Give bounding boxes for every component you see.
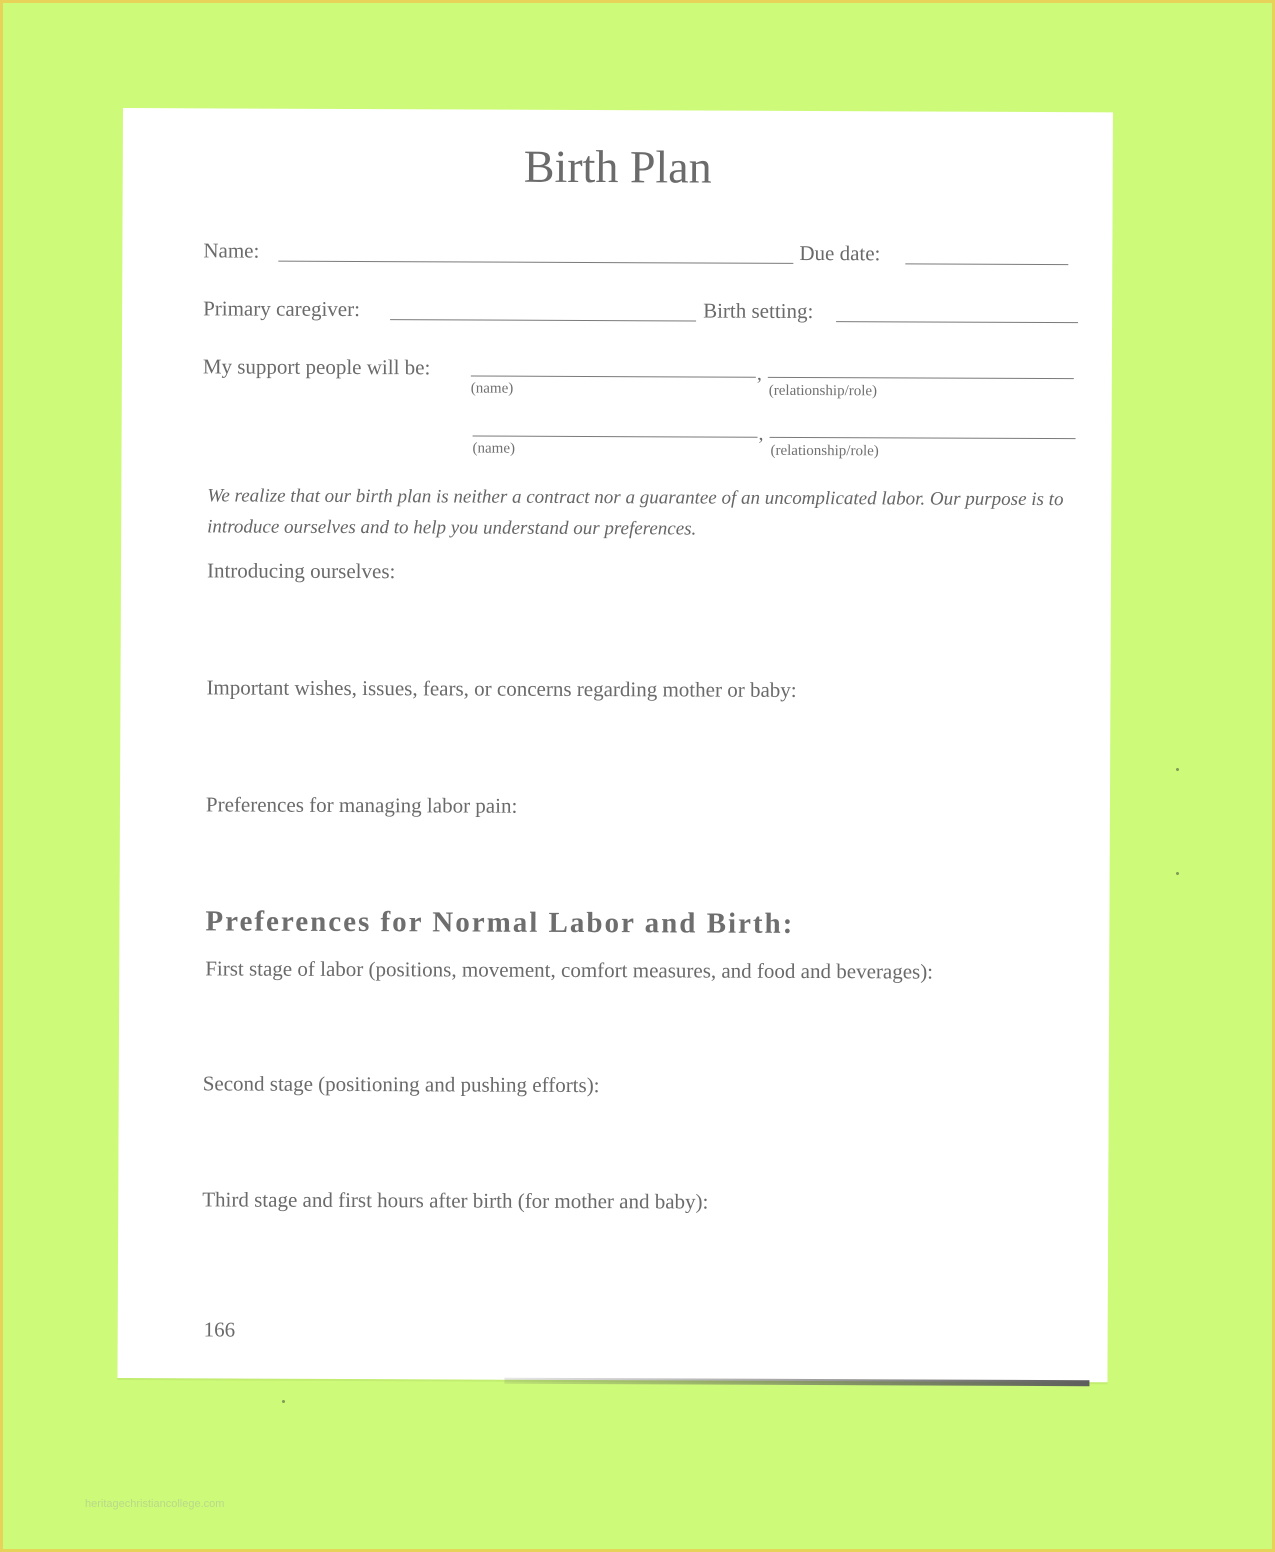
section-heading: Preferences for Normal Labor and Birth: [205,905,795,940]
primary-caregiver-field[interactable] [390,319,696,321]
role-caption: (relationship/role) [768,382,878,400]
due-date-label: Due date: [799,240,881,266]
support-people-label: My support people will be: [202,354,431,380]
birth-setting-field[interactable] [836,321,1078,323]
support-role-field-2[interactable] [770,437,1076,439]
support-role-field-1[interactable] [768,377,1074,379]
scan-speck [282,1400,285,1403]
page-number: 166 [203,1317,236,1342]
disclaimer-text: We realize that our birth plan is neither a contract nor a guarantee of an uncomplicated labor. Our purpose is to introduce ourselves and to help you understand our preferences. [207,485,1064,540]
prompt-introducing-ourselves: Introducing ourselves: [206,558,396,584]
prompt-labor-pain: Preferences for managing labor pain: [205,792,518,818]
separator-comma: , [758,422,764,445]
prompt-second-stage: Second stage (positioning and pushing efforts): [202,1071,600,1098]
name-field[interactable] [278,261,793,264]
name-caption: (name) [472,440,516,457]
name-caption: (name) [470,380,514,397]
primary-caregiver-label: Primary caregiver: [203,296,361,322]
birth-setting-label: Birth setting: [703,298,814,324]
prompt-important-wishes: Important wishes, issues, fears, or concerns regarding mother or baby: [206,675,797,702]
prompt-first-stage: First stage of labor (positions, movement, comfort measures, and food and beverages): [205,956,934,984]
scan-speck [1176,872,1179,875]
prompt-third-stage: Third stage and first hours after birth (for mother and baby): [202,1187,709,1214]
sheet-shadow [504,1378,1089,1387]
form-sheet [117,108,1113,1382]
name-label: Name: [203,238,260,263]
watermark: heritagechristiancollege.com [85,1498,225,1510]
support-name-field-1[interactable] [471,376,756,378]
separator-comma: , [756,362,762,385]
due-date-field[interactable] [905,263,1068,265]
support-name-field-2[interactable] [473,436,758,438]
page-title: Birth Plan [523,140,712,193]
role-caption: (relationship/role) [770,442,879,460]
scan-speck [1176,768,1179,771]
